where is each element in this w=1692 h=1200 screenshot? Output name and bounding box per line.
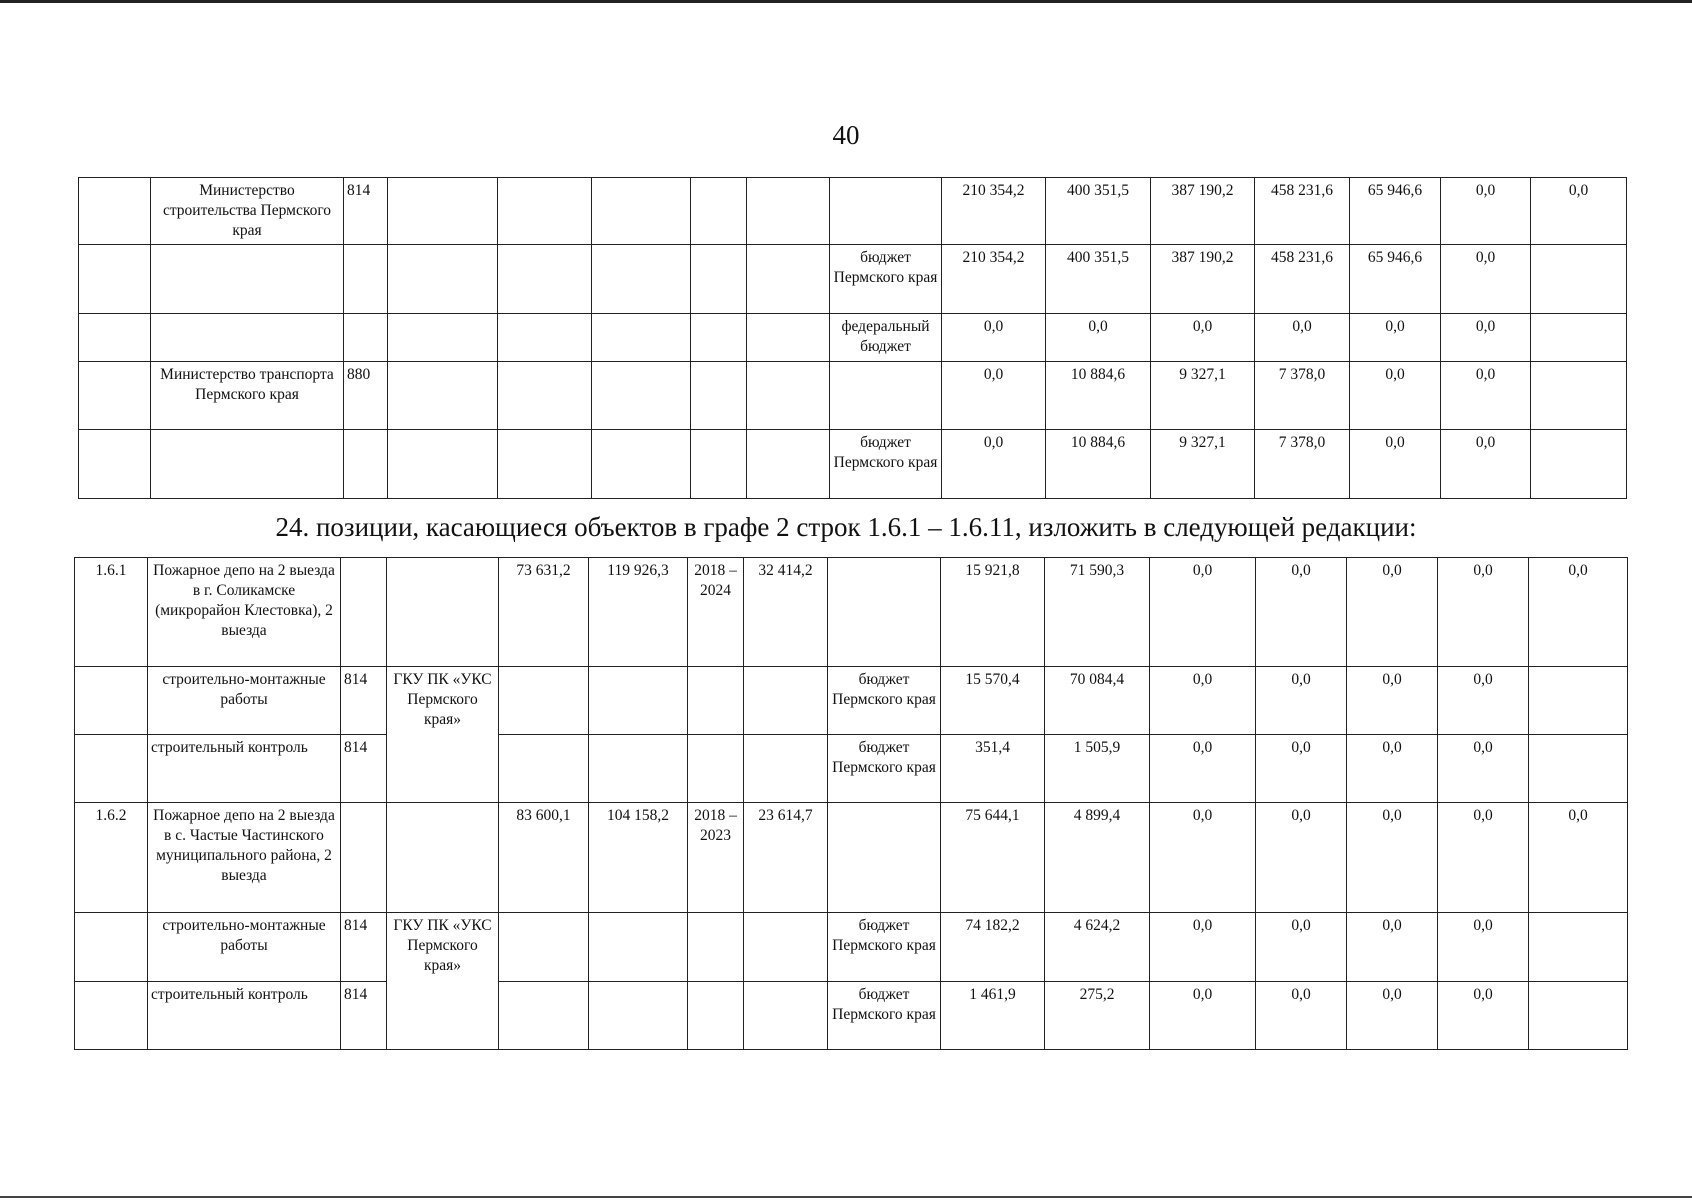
cell-value: 0,0 — [1441, 314, 1531, 362]
cell-code — [344, 314, 388, 362]
cell-num — [79, 178, 151, 245]
cell-source — [828, 803, 941, 913]
cell-executor: ГКУ ПК «УКС Пермского края» — [387, 667, 499, 803]
cell-col7 — [691, 362, 747, 430]
cell-col8 — [747, 314, 830, 362]
cell-period — [688, 982, 744, 1050]
cell-col5 — [498, 430, 592, 499]
cell-value: 0,0 — [1256, 667, 1347, 735]
cell-cost — [499, 913, 589, 982]
cell-col5 — [498, 314, 592, 362]
cell-value — [1529, 913, 1628, 982]
cell-value: 0,0 — [1150, 803, 1256, 913]
table-row — [75, 982, 1628, 1050]
cell-col6 — [592, 178, 691, 245]
cell-code: 814 — [341, 735, 387, 803]
cell-value: 0,0 — [1438, 803, 1529, 913]
cell-spent — [744, 735, 828, 803]
cell-value: 0,0 — [942, 430, 1046, 499]
cell-cost: 73 631,2 — [499, 558, 589, 667]
cell-value: 74 182,2 — [941, 913, 1045, 982]
cell-value: 0,0 — [1256, 558, 1347, 667]
cell-col8 — [747, 430, 830, 499]
cell-col6 — [592, 362, 691, 430]
cell-total — [589, 735, 688, 803]
cell-name — [151, 245, 344, 314]
cell-code — [341, 558, 387, 667]
cell-value: 0,0 — [942, 314, 1046, 362]
cell-value: 400 351,5 — [1046, 178, 1151, 245]
section-heading: 24. позиции, касающиеся объектов в графе 2 строк 1.6.1 – 1.6.11, изложить в следующей редакции: — [275, 512, 1417, 542]
cell-value: 9 327,1 — [1151, 430, 1255, 499]
cell-total: 119 926,3 — [589, 558, 688, 667]
cell-value: 387 190,2 — [1151, 245, 1255, 314]
cell-value: 75 644,1 — [941, 803, 1045, 913]
cell-value: 71 590,3 — [1045, 558, 1150, 667]
cell-value: 1 461,9 — [941, 982, 1045, 1050]
cell-code: 814 — [341, 982, 387, 1050]
cell-period: 2018 – 2023 — [688, 803, 744, 913]
cell-total: 104 158,2 — [589, 803, 688, 913]
cell-col8 — [747, 362, 830, 430]
cell-value — [1531, 314, 1627, 362]
budget-table-top — [78, 177, 1627, 499]
cell-code — [341, 803, 387, 913]
cell-value: 0,0 — [1150, 558, 1256, 667]
cell-value: 0,0 — [1046, 314, 1151, 362]
cell-total — [589, 982, 688, 1050]
cell-value: 0,0 — [1255, 314, 1350, 362]
table-row — [79, 314, 1627, 362]
cell-executor — [388, 245, 498, 314]
cell-col5 — [498, 245, 592, 314]
cell-value: 0,0 — [1347, 803, 1438, 913]
cell-col7 — [691, 178, 747, 245]
cell-cost — [499, 735, 589, 803]
cell-value: 0,0 — [1347, 982, 1438, 1050]
cell-value: 0,0 — [1350, 362, 1441, 430]
cell-spent — [744, 982, 828, 1050]
cell-spent — [744, 667, 828, 735]
cell-value: 15 570,4 — [941, 667, 1045, 735]
cell-value: 0,0 — [1150, 735, 1256, 803]
cell-code — [344, 245, 388, 314]
cell-value: 400 351,5 — [1046, 245, 1151, 314]
cell-num — [75, 735, 148, 803]
cell-value: 0,0 — [1529, 803, 1628, 913]
cell-code: 814 — [341, 667, 387, 735]
cell-value: 7 378,0 — [1255, 430, 1350, 499]
cell-col7 — [691, 314, 747, 362]
cell-value: 0,0 — [1256, 982, 1347, 1050]
cell-num — [75, 667, 148, 735]
cell-value: 0,0 — [1438, 982, 1529, 1050]
cell-period — [688, 667, 744, 735]
cell-value: 0,0 — [1256, 803, 1347, 913]
cell-total — [589, 913, 688, 982]
cell-name — [151, 430, 344, 499]
top-border-line — [0, 0, 1692, 3]
cell-num: 1.6.1 — [75, 558, 148, 667]
table-row — [75, 803, 1628, 913]
cell-spent: 23 614,7 — [744, 803, 828, 913]
cell-num — [75, 982, 148, 1050]
cell-value: 0,0 — [1441, 178, 1531, 245]
cell-spent: 32 414,2 — [744, 558, 828, 667]
cell-name: строительный контроль — [148, 735, 341, 803]
cell-value: 0,0 — [1256, 735, 1347, 803]
cell-value: 0,0 — [1256, 913, 1347, 982]
bottom-border-line — [0, 1196, 1692, 1198]
cell-name: Пожарное депо на 2 выезда в с. Частые Частинского муниципального района, 2 выезда — [148, 803, 341, 913]
cell-spent — [744, 913, 828, 982]
cell-num — [79, 430, 151, 499]
cell-value: 0,0 — [1347, 735, 1438, 803]
cell-name — [151, 314, 344, 362]
cell-source: бюджет Пермского края — [830, 245, 942, 314]
cell-value: 0,0 — [1350, 314, 1441, 362]
cell-value: 0,0 — [1438, 667, 1529, 735]
cell-value: 70 084,4 — [1045, 667, 1150, 735]
cell-executor — [388, 362, 498, 430]
cell-value: 458 231,6 — [1255, 178, 1350, 245]
cell-code: 814 — [341, 913, 387, 982]
cell-value: 0,0 — [1151, 314, 1255, 362]
cell-source — [830, 362, 942, 430]
cell-value: 0,0 — [1438, 558, 1529, 667]
cell-code: 814 — [344, 178, 388, 245]
cell-cost — [499, 982, 589, 1050]
cell-col6 — [592, 314, 691, 362]
cell-value: 10 884,6 — [1046, 362, 1151, 430]
page-number: 40 — [832, 120, 860, 150]
cell-value: 0,0 — [1441, 362, 1531, 430]
cell-value: 0,0 — [1438, 735, 1529, 803]
cell-col7 — [691, 430, 747, 499]
cell-value: 0,0 — [1150, 667, 1256, 735]
cell-value: 0,0 — [1441, 430, 1531, 499]
cell-source: бюджет Пермского края — [828, 913, 941, 982]
table-row — [79, 178, 1627, 245]
cell-value: 65 946,6 — [1350, 245, 1441, 314]
cell-value: 0,0 — [1441, 245, 1531, 314]
cell-col7 — [691, 245, 747, 314]
cell-executor — [388, 430, 498, 499]
cell-value: 4 624,2 — [1045, 913, 1150, 982]
cell-total — [589, 667, 688, 735]
budget-table-bottom — [74, 557, 1628, 1050]
cell-source: бюджет Пермского края — [830, 430, 942, 499]
cell-num — [75, 913, 148, 982]
cell-period — [688, 913, 744, 982]
cell-code — [344, 430, 388, 499]
cell-period — [688, 735, 744, 803]
cell-code: 880 — [344, 362, 388, 430]
cell-executor — [388, 178, 498, 245]
cell-value: 275,2 — [1045, 982, 1150, 1050]
cell-value — [1531, 362, 1627, 430]
cell-value: 387 190,2 — [1151, 178, 1255, 245]
cell-source: бюджет Пермского края — [828, 982, 941, 1050]
cell-value: 351,4 — [941, 735, 1045, 803]
cell-value: 9 327,1 — [1151, 362, 1255, 430]
cell-value: 10 884,6 — [1046, 430, 1151, 499]
table-row — [75, 913, 1628, 982]
cell-value: 0,0 — [1350, 430, 1441, 499]
cell-source — [830, 178, 942, 245]
table-row — [75, 667, 1628, 735]
cell-executor: ГКУ ПК «УКС Пермского края» — [387, 913, 499, 1050]
table-row — [79, 245, 1627, 314]
cell-col6 — [592, 245, 691, 314]
cell-num — [79, 245, 151, 314]
cell-col8 — [747, 178, 830, 245]
cell-name: Министерство строительства Пермского края — [151, 178, 344, 245]
cell-executor — [387, 803, 499, 913]
cell-num — [79, 362, 151, 430]
cell-value — [1529, 667, 1628, 735]
cell-value: 0,0 — [1531, 178, 1627, 245]
table-row — [79, 362, 1627, 430]
cell-value — [1529, 982, 1628, 1050]
cell-value — [1529, 735, 1628, 803]
cell-source: бюджет Пермского края — [828, 735, 941, 803]
cell-value: 7 378,0 — [1255, 362, 1350, 430]
cell-value: 4 899,4 — [1045, 803, 1150, 913]
cell-value: 15 921,8 — [941, 558, 1045, 667]
cell-name: строительный контроль — [148, 982, 341, 1050]
cell-value: 458 231,6 — [1255, 245, 1350, 314]
cell-value: 0,0 — [1438, 913, 1529, 982]
cell-cost — [499, 667, 589, 735]
cell-name: Министерство транспорта Пермского края — [151, 362, 344, 430]
cell-period: 2018 – 2024 — [688, 558, 744, 667]
cell-value: 0,0 — [1347, 913, 1438, 982]
cell-value: 0,0 — [1347, 667, 1438, 735]
cell-executor — [387, 558, 499, 667]
cell-source: бюджет Пермского края — [828, 667, 941, 735]
cell-value: 0,0 — [1529, 558, 1628, 667]
cell-value: 1 505,9 — [1045, 735, 1150, 803]
cell-value: 210 354,2 — [942, 178, 1046, 245]
cell-value: 210 354,2 — [942, 245, 1046, 314]
cell-col5 — [498, 362, 592, 430]
cell-value: 0,0 — [1347, 558, 1438, 667]
table-row — [75, 735, 1628, 803]
cell-name: строительно-монтажные работы — [148, 667, 341, 735]
cell-value: 65 946,6 — [1350, 178, 1441, 245]
cell-value: 0,0 — [942, 362, 1046, 430]
cell-col5 — [498, 178, 592, 245]
cell-cost: 83 600,1 — [499, 803, 589, 913]
table-row — [75, 558, 1628, 667]
cell-value — [1531, 245, 1627, 314]
cell-source — [828, 558, 941, 667]
cell-num: 1.6.2 — [75, 803, 148, 913]
cell-num — [79, 314, 151, 362]
cell-value — [1531, 430, 1627, 499]
cell-col6 — [592, 430, 691, 499]
cell-value: 0,0 — [1150, 982, 1256, 1050]
cell-executor — [388, 314, 498, 362]
cell-value: 0,0 — [1150, 913, 1256, 982]
table-row — [79, 430, 1627, 499]
cell-source: федеральный бюджет — [830, 314, 942, 362]
cell-name: строительно-монтажные работы — [148, 913, 341, 982]
cell-name: Пожарное депо на 2 выезда в г. Соликамске (микрорайон Клестовка), 2 выезда — [148, 558, 341, 667]
cell-col8 — [747, 245, 830, 314]
